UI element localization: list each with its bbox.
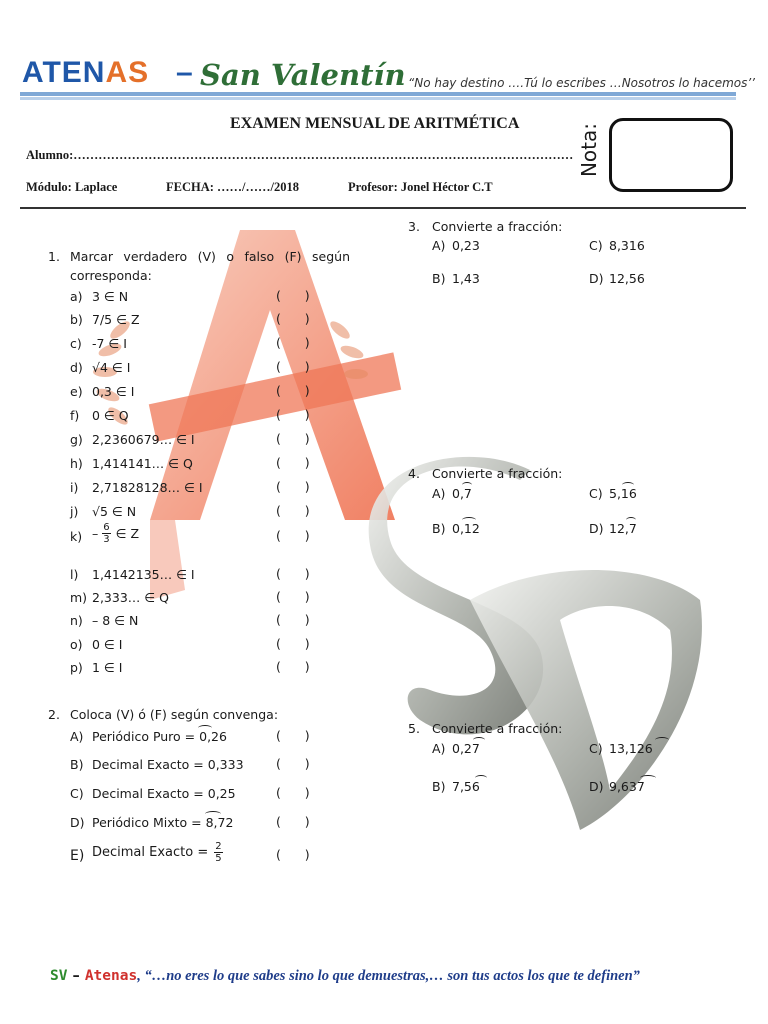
q3-prompt: Convierte a fracción: xyxy=(432,219,563,234)
q1-answer-parens[interactable]: ( ) xyxy=(276,311,310,326)
q1-answer-parens[interactable]: ( ) xyxy=(276,566,310,581)
q4-item-value: 0,12 xyxy=(452,521,480,536)
grade-label: Nota: xyxy=(577,122,602,178)
q1-answer-parens[interactable]: ( ) xyxy=(276,335,310,350)
q1-item-letter: g) xyxy=(70,432,83,447)
q1-prompt-cont: corresponda: xyxy=(70,268,152,283)
q2-number: 2. xyxy=(48,707,60,722)
q2-item-letter: E) xyxy=(70,848,85,864)
q1-item-letter: n) xyxy=(70,613,83,628)
header-separator xyxy=(20,207,746,209)
periodic-mark xyxy=(462,482,472,488)
q4-prompt: Convierte a fracción: xyxy=(432,466,563,481)
fraction xyxy=(102,522,110,545)
minus-sign: – xyxy=(92,525,99,541)
q1-answer-parens[interactable]: ( ) xyxy=(276,455,310,470)
item-expression: ∈ Z xyxy=(115,525,140,541)
periodic-mark xyxy=(462,517,476,523)
q1-item-letter: b) xyxy=(70,312,83,327)
q1-item-text: 0 ∈ Q xyxy=(92,408,129,423)
q5-item-value: 9,637 xyxy=(609,779,645,794)
q1-item-text: – 8 ∈ N xyxy=(92,613,139,628)
q1-item-letter: i) xyxy=(70,480,79,495)
q1-item-text: 7/5 ∈ Z xyxy=(92,312,140,327)
fraction-denominator: 5 xyxy=(215,853,222,864)
periodic-mark xyxy=(475,775,487,781)
q1-item-text: √4 ∈ I xyxy=(92,360,131,375)
periodic-mark xyxy=(473,737,485,743)
q5-item-value: 0,27 xyxy=(452,741,480,756)
q2-answer-parens[interactable]: ( ) xyxy=(276,785,310,800)
q2-answer-parens[interactable]: ( ) xyxy=(276,756,310,771)
q1-item-text: 1 ∈ I xyxy=(92,660,123,675)
q5-item-letter: B) xyxy=(432,779,446,794)
q3-item-value: 0,23 xyxy=(452,238,480,253)
q3-item-value: 8,316 xyxy=(609,238,645,253)
q1-answer-parens[interactable]: ( ) xyxy=(276,659,310,674)
q4-item-letter: A) xyxy=(432,486,446,501)
q1-number: 1. xyxy=(48,249,60,264)
q1-answer-parens[interactable]: ( ) xyxy=(276,612,310,627)
q2-answer-parens[interactable]: ( ) xyxy=(276,847,310,862)
q4-item-letter: C) xyxy=(589,486,603,501)
school-name: San Valentín xyxy=(200,58,406,92)
q3-item-value: 1,43 xyxy=(452,271,480,286)
footer-quote: SV – Atenas, “…no eres lo que sabes sino lo que demuestras,… son tus actos los que te definen” xyxy=(50,968,640,984)
q1-answer-parens[interactable]: ( ) xyxy=(276,359,310,374)
q3-item-letter: C) xyxy=(589,238,603,253)
q1-item-letter: p) xyxy=(70,660,83,675)
periodic-mark xyxy=(626,517,636,523)
q1-item-letter: j) xyxy=(70,504,79,519)
periodic-mark xyxy=(640,775,656,781)
teacher-label: Profesor: Jonel Héctor C.T xyxy=(348,180,493,194)
q1-item-text: 0,3 ∈ I xyxy=(92,384,135,399)
date-field[interactable]: FECHA: ……/……/2018 xyxy=(166,180,299,194)
q1-item-letter: a) xyxy=(70,289,83,304)
q2-answer-parens[interactable]: ( ) xyxy=(276,728,310,743)
q2-item-text xyxy=(92,841,225,864)
q1-item-text: 2,2360679… ∈ I xyxy=(92,432,195,447)
header-rule xyxy=(20,92,736,96)
q1-item-text: √5 ∈ N xyxy=(92,504,137,519)
q1-item-letter: k) xyxy=(70,529,83,544)
q1-item-letter: f) xyxy=(70,408,80,423)
q2-item-letter: A) xyxy=(70,729,84,744)
q1-item-letter: l) xyxy=(70,567,79,582)
q1-item-text: 3 ∈ N xyxy=(92,289,129,304)
q1-answer-parens[interactable]: ( ) xyxy=(276,636,310,651)
q4-item-letter: B) xyxy=(432,521,446,536)
fraction-numerator: 6 xyxy=(103,522,110,533)
q5-item-value: 7,56 xyxy=(452,779,480,794)
q1-answer-parens[interactable]: ( ) xyxy=(276,431,310,446)
logo-dash: – xyxy=(176,56,193,89)
q1-item-letter: e) xyxy=(70,384,83,399)
q5-item-letter: C) xyxy=(589,741,603,756)
q2-answer-parens[interactable]: ( ) xyxy=(276,814,310,829)
q2-item-letter: D) xyxy=(70,815,85,830)
q4-item-letter: D) xyxy=(589,521,604,536)
q1-item-text: 2,333… ∈ Q xyxy=(92,590,169,605)
fraction-numerator: 2 xyxy=(215,841,222,852)
q1-answer-parens[interactable]: ( ) xyxy=(276,503,310,518)
q2-item-text: Periódico Mixto = 8,72 xyxy=(92,815,234,830)
logo-atenas: ATENAS xyxy=(22,56,150,89)
q1-item-letter: o) xyxy=(70,637,83,652)
q3-number: 3. xyxy=(408,219,420,234)
q1-answer-parens[interactable]: ( ) xyxy=(276,383,310,398)
q2-prompt: Coloca (V) ó (F) según convenga: xyxy=(70,707,279,722)
q4-number: 4. xyxy=(408,466,420,481)
q5-number: 5. xyxy=(408,721,420,736)
periodic-mark xyxy=(198,725,212,731)
q1-answer-parens[interactable]: ( ) xyxy=(276,589,310,604)
q1-item-letter: c) xyxy=(70,336,82,351)
q1-item-letter: d) xyxy=(70,360,83,375)
q2-item-text: Decimal Exacto = 0,333 xyxy=(92,757,244,772)
q2-item-text: Decimal Exacto = 0,25 xyxy=(92,786,236,801)
periodic-mark xyxy=(655,737,669,743)
q1-prompt: Marcar verdadero (V) o falso (F) según xyxy=(70,249,350,264)
q1-item-letter: h) xyxy=(70,456,83,471)
q1-item-text: -7 ∈ I xyxy=(92,336,127,351)
q2-item-letter: B) xyxy=(70,757,84,772)
student-field[interactable]: Alumno:………………………………………………………………………………………………………… xyxy=(26,148,574,162)
q4-item-value: 12,7 xyxy=(609,521,637,536)
q1-item-text: 1,4142135… ∈ I xyxy=(92,567,195,582)
q1-item-text xyxy=(92,522,139,545)
q3-item-value: 12,56 xyxy=(609,271,645,286)
school-motto: “No hay destino ….Tú lo escribes …Nosotros lo hacemos’’ xyxy=(408,76,755,90)
module-label: Módulo: Laplace xyxy=(26,180,118,194)
q1-item-letter: m) xyxy=(70,590,88,605)
q2-item-text: Periódico Puro = 0,26 xyxy=(92,729,227,744)
q2-item-letter: C) xyxy=(70,786,84,801)
q1-item-text: 2,71828128… ∈ I xyxy=(92,480,203,495)
q5-item-value: 13,126 xyxy=(609,741,653,756)
periodic-mark xyxy=(622,482,634,488)
q1-answer-parens[interactable]: ( ) xyxy=(276,479,310,494)
periodic-mark xyxy=(205,811,221,817)
q4-item-value: 0,7 xyxy=(452,486,472,501)
q1-answer-parens[interactable]: ( ) xyxy=(276,528,310,543)
q1-answer-parens[interactable]: ( ) xyxy=(276,288,310,303)
q1-item-text: 1,414141… ∈ Q xyxy=(92,456,193,471)
q4-item-value: 5,16 xyxy=(609,486,637,501)
item-expression: Decimal Exacto = xyxy=(92,844,209,860)
q3-item-letter: B) xyxy=(432,271,446,286)
header-rule-light xyxy=(20,97,736,100)
q5-prompt: Convierte a fracción: xyxy=(432,721,563,736)
q1-item-text: 0 ∈ I xyxy=(92,637,123,652)
grade-box[interactable] xyxy=(609,118,733,192)
q5-item-letter: D) xyxy=(589,779,604,794)
q5-item-letter: A) xyxy=(432,741,446,756)
q3-item-letter: D) xyxy=(589,271,604,286)
fraction-denominator: 3 xyxy=(103,534,110,545)
exam-title: EXAMEN MENSUAL DE ARITMÉTICA xyxy=(230,115,520,132)
q1-answer-parens[interactable]: ( ) xyxy=(276,407,310,422)
fraction xyxy=(214,841,222,864)
q3-item-letter: A) xyxy=(432,238,446,253)
